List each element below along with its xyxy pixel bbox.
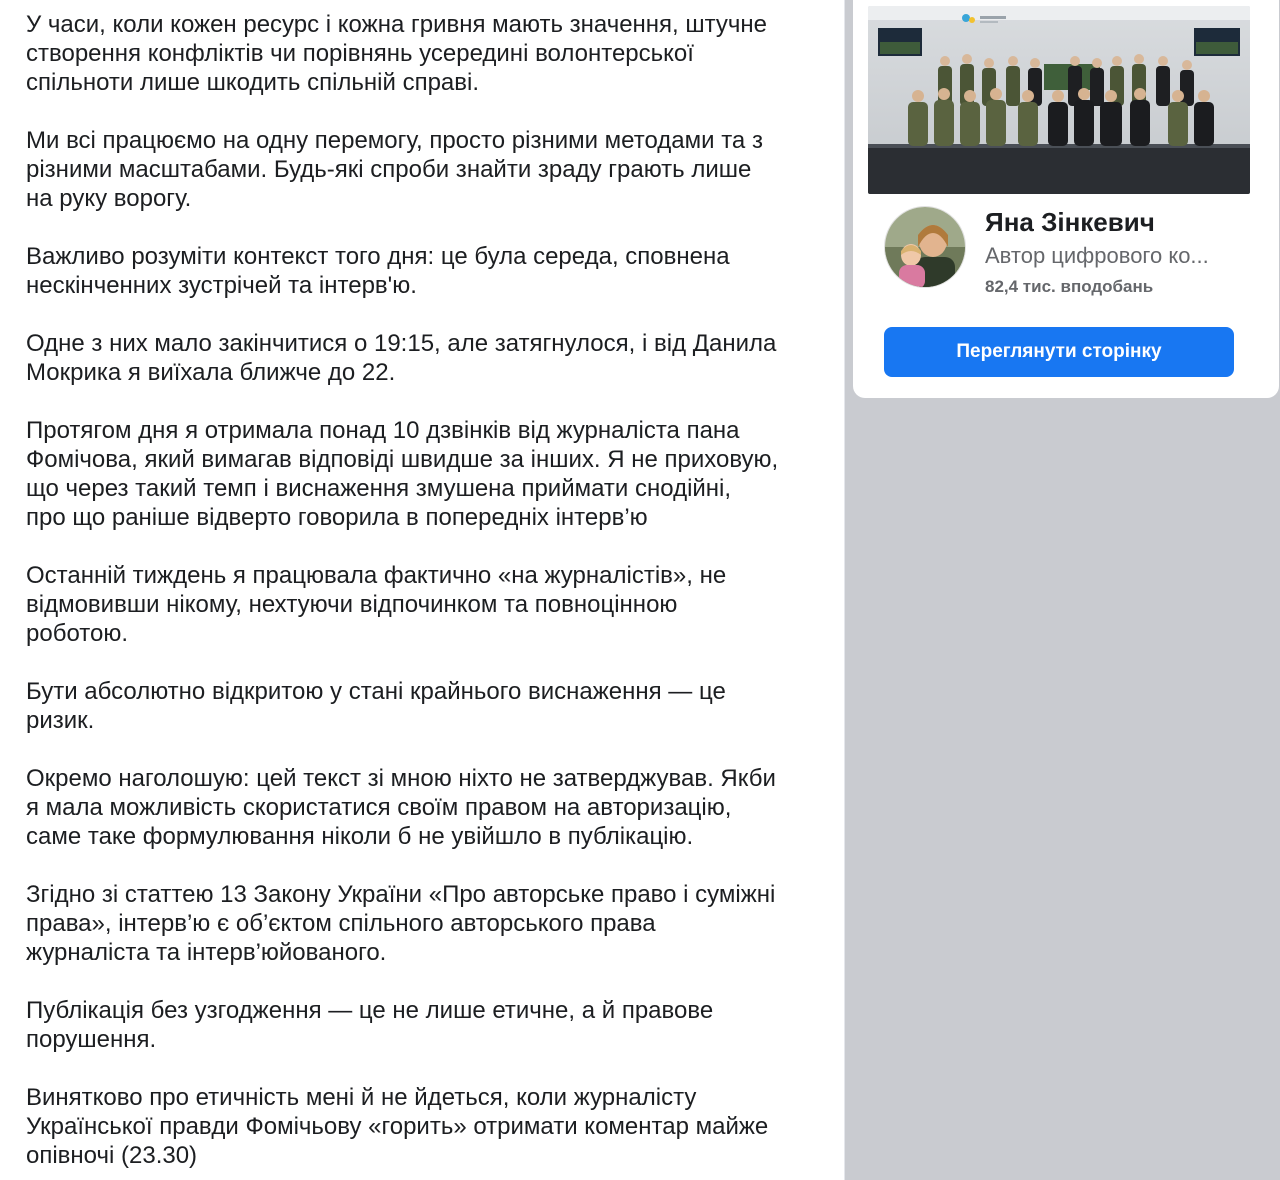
page-name[interactable]: Яна Зінкевич (985, 207, 1155, 237)
post-paragraph: Винятково про етичність мені й не йдеться, коли журналісту Української правди Фомічьову «горить» отримати коментар майже опівночі (23.30) (26, 1084, 769, 1169)
post-paragraph: Протягом дня я отримала понад 10 дзвінків від журналіста пана Фомічова, який вимагав відповіді швидше за інших. Я не приховую, що через такий темп і виснаження змушена приймати снодійні, про що раніше відверто говорила в попередніх інтерв’ю (26, 417, 779, 531)
view-page-button[interactable]: Переглянути сторінку (884, 327, 1234, 377)
post-paragraph: У часи, коли кожен ресурс і кожна гривня мають значення, штучне створення конфліктів чи порівнянь усередині волонтерської спільноти лише шкодить спільній справі. (26, 11, 768, 96)
page-avatar[interactable] (884, 206, 966, 288)
page-cover-photo[interactable] (868, 6, 1250, 194)
page-likes-count: 82,4 тис. вподобань (985, 277, 1154, 296)
post-paragraph: Важливо розуміти контекст того дня: це була середа, сповнена нескінченних зустрічей та інтерв'ю. (26, 243, 730, 299)
post-paragraph: Згідно зі статтею 13 Закону України «Про авторське право і суміжні права», інтерв’ю є об’єктом спільного авторського права журналіста та інтерв’юйованого. (26, 881, 776, 966)
post-paragraph: Публікація без узгодження — це не лише етичне, а й правове порушення. (26, 997, 714, 1053)
post-paragraph: Ми всі працюємо на одну перемогу, просто різними методами та з різними масштабами. Будь-які спроби знайти зраду грають лише на руку ворогу. (26, 127, 763, 212)
post-text (26, 10, 836, 1180)
post-paragraph: Одне з них мало закінчитися о 19:15, але затягнулося, і від Данила Мокрика я виїхала ближче до 22. (26, 330, 777, 386)
post-paragraph: Останній тиждень я працювала фактично «на журналістів», не відмовивши нікому, нехтуючи відпочинком та повноцінною роботою. (26, 562, 727, 647)
post-paragraph: Бути абсолютно відкритою у стані крайнього виснаження — це ризик. (26, 678, 726, 734)
page-category: Автор цифрового ко... (985, 243, 1209, 268)
post-paragraph: Окремо наголошую: цей текст зі мною ніхто не затверджував. Якби я мала можливість скористатися своїм правом на авторизацію, саме таке формулювання ніколи б не увійшло в публікацію. (26, 765, 776, 850)
